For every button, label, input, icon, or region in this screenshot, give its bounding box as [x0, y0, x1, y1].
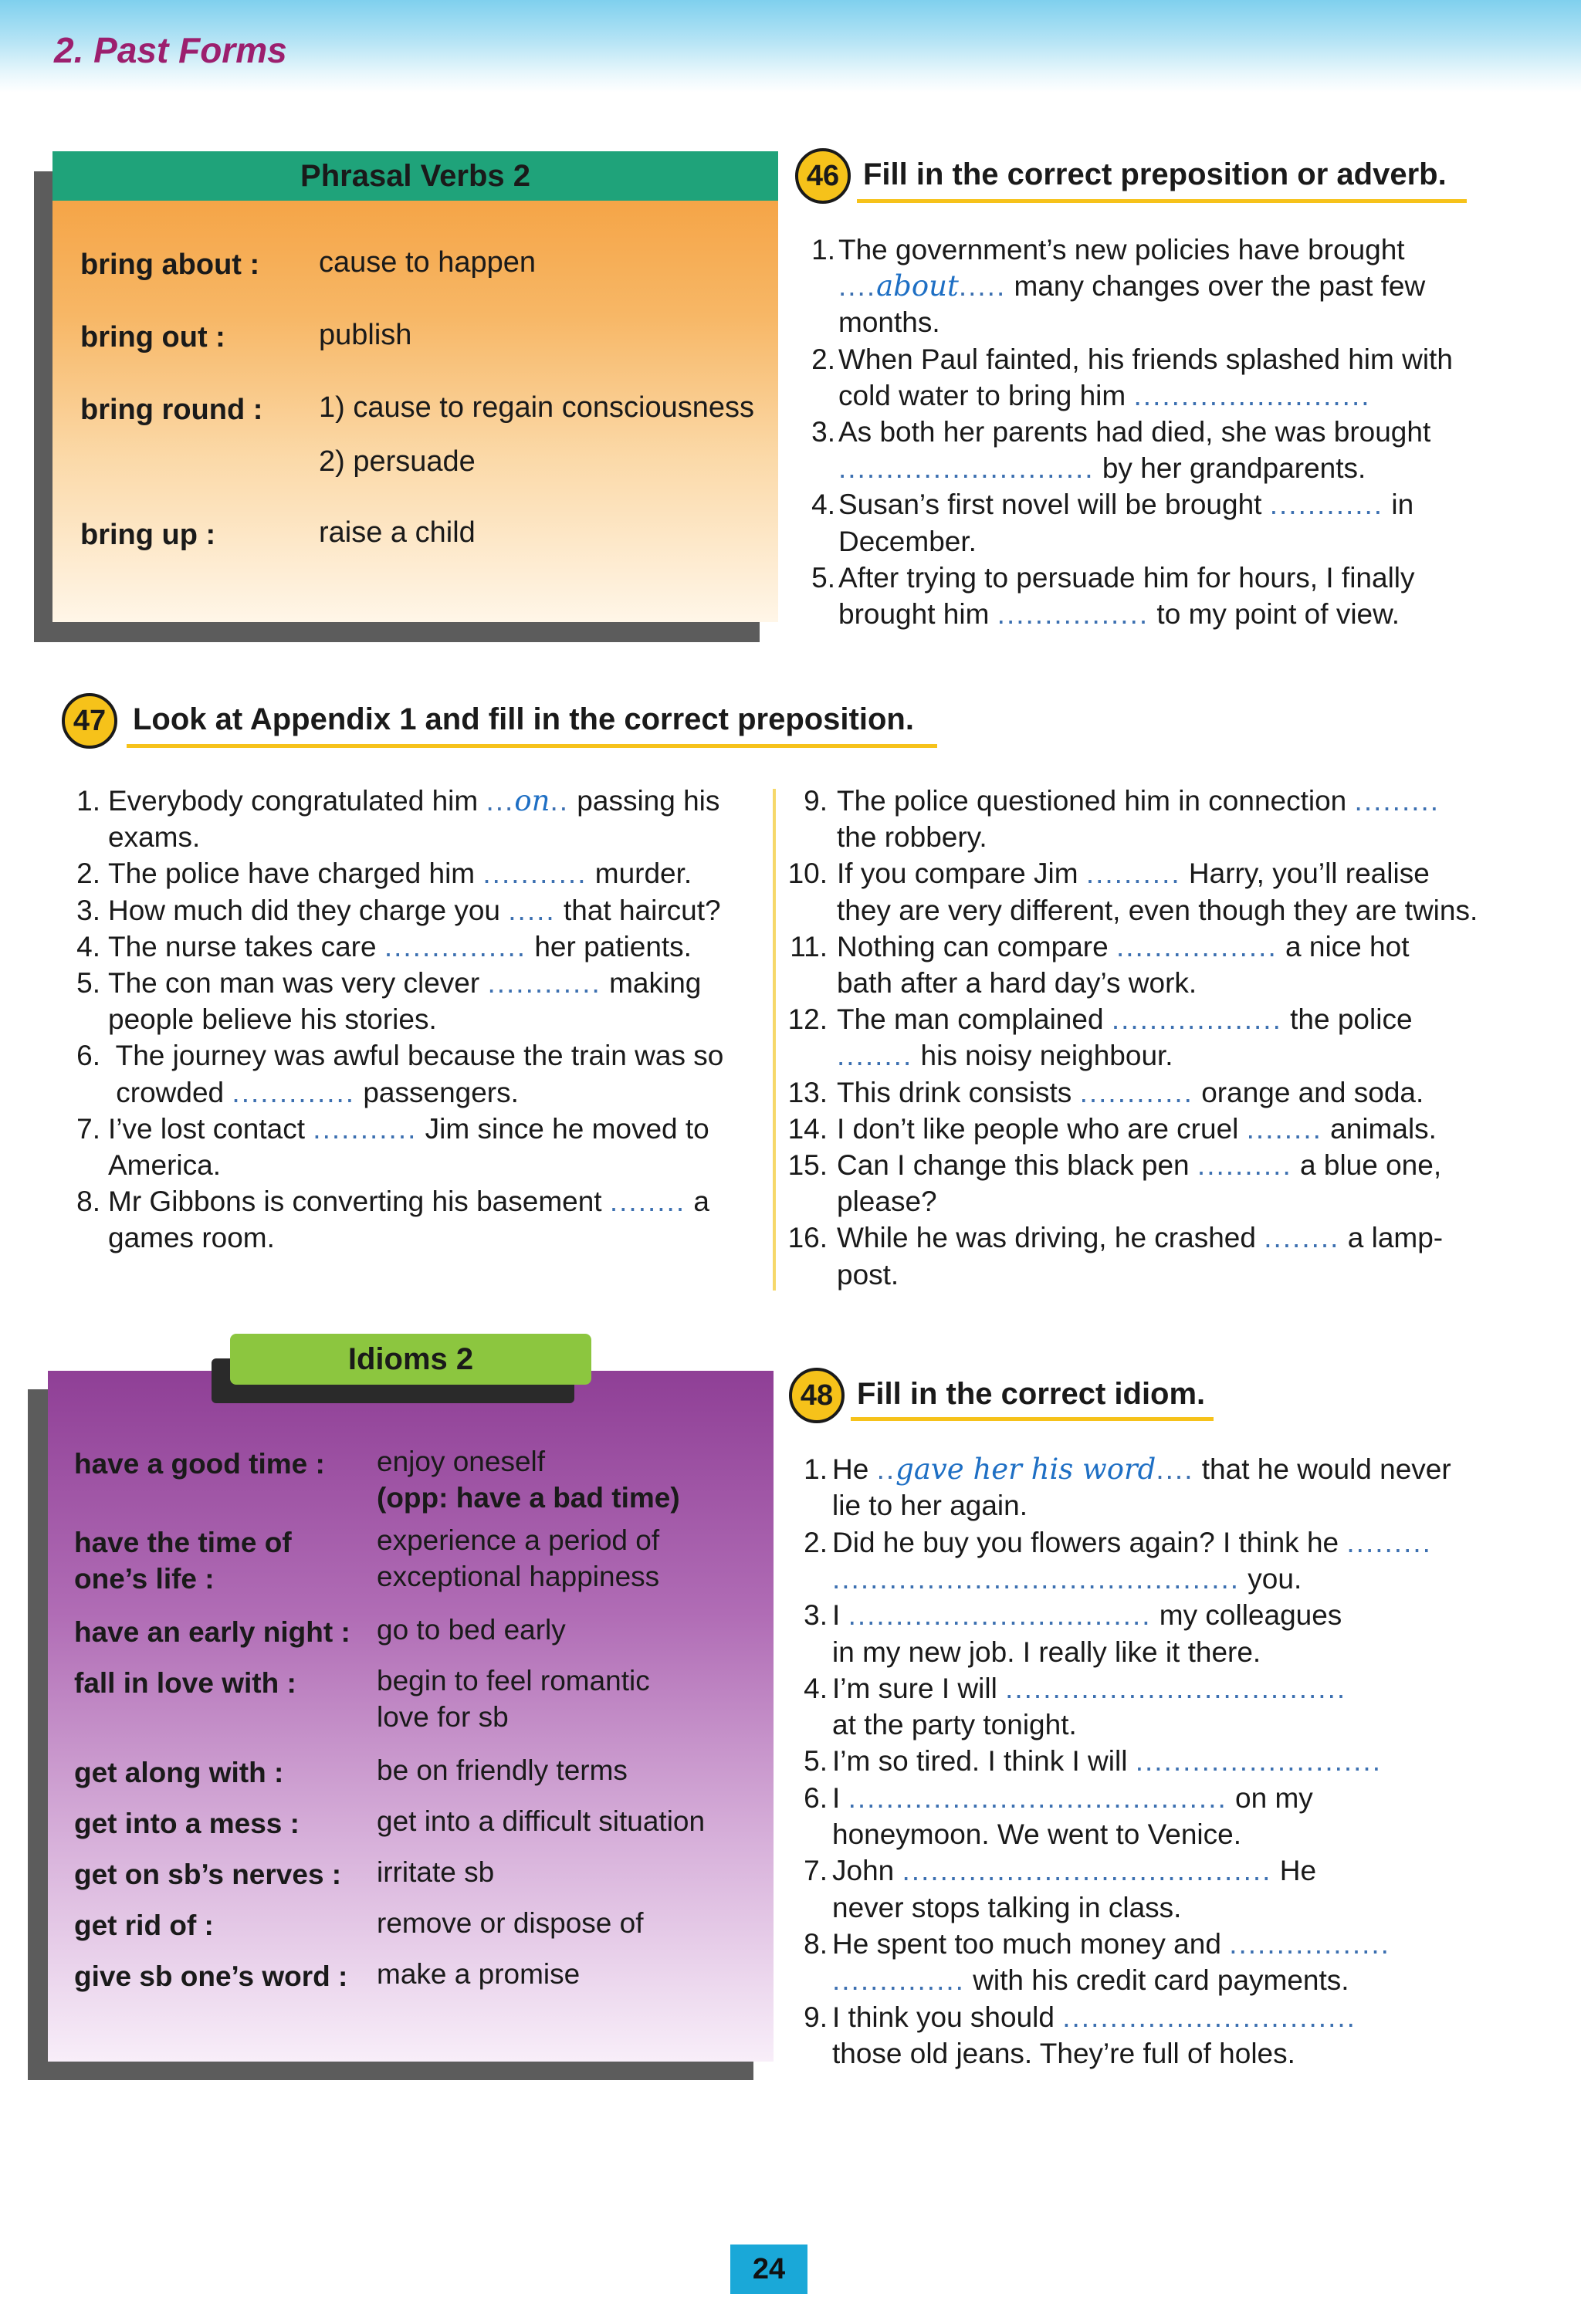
- answer-blank[interactable]: ........: [609, 1186, 686, 1218]
- sentence-text: that haircut?: [555, 894, 721, 926]
- item-text-line: [108, 1183, 709, 1220]
- item-text-line: [837, 965, 1197, 1001]
- pv-term: bring about :: [80, 249, 260, 281]
- item-text-line: [837, 929, 1409, 965]
- answer-blank[interactable]: .................: [1116, 930, 1278, 962]
- item-number: 10.: [787, 858, 828, 890]
- sentence-text: Did he buy you flowers again? I think he: [832, 1526, 1347, 1558]
- sentence-text: at the party tonight.: [832, 1709, 1077, 1741]
- answer-blank[interactable]: .........: [1346, 1526, 1432, 1558]
- sentence-text: my colleagues: [1151, 1599, 1342, 1632]
- phrasal-verbs-header: Phrasal Verbs 2: [52, 151, 778, 201]
- idiom-term: have an early night :: [74, 1616, 350, 1648]
- sentence-text: many changes over the past few: [1006, 270, 1426, 303]
- item-text-line: [837, 1111, 1437, 1147]
- idiom-term: get along with :: [74, 1757, 284, 1788]
- item-number: 8.: [76, 1186, 100, 1218]
- sentence-text: I’ve lost contact: [108, 1112, 313, 1145]
- title-underline: [851, 1417, 1214, 1421]
- sentence-text: with his credit card payments.: [964, 1964, 1349, 1997]
- exercise-title: Fill in the correct idiom.: [857, 1377, 1206, 1411]
- sentence-text: He: [832, 1453, 877, 1485]
- sentence-text: a blue one,: [1292, 1149, 1442, 1181]
- sentence-text: When Paul fainted, his friends splashed him with: [838, 343, 1453, 375]
- item-text-line: [838, 341, 1453, 377]
- sentence-text: post.: [837, 1258, 899, 1291]
- sentence-text: the robbery.: [837, 821, 987, 854]
- item-text-line: [837, 1183, 937, 1220]
- sentence-text: that he would never: [1193, 1453, 1451, 1485]
- item-text-line: [832, 1743, 1382, 1779]
- sentence-text: please?: [837, 1186, 937, 1218]
- item-text-line: [832, 1999, 1356, 2035]
- item-text-line: [108, 783, 719, 819]
- answer-blank[interactable]: ..........: [1197, 1149, 1292, 1181]
- answer-blank[interactable]: ..........................: [1135, 1745, 1382, 1778]
- item-number: 6.: [804, 1781, 828, 1814]
- answer-blank[interactable]: ...............: [384, 930, 527, 962]
- sentence-text: I don’t like people who are cruel: [837, 1112, 1247, 1145]
- sentence-text: After trying to persuade him for hours, I finally: [838, 561, 1415, 594]
- item-text-line: [837, 892, 1478, 929]
- item-text-line: [837, 1074, 1424, 1111]
- pv-term: bring out :: [80, 321, 225, 354]
- sentence-text: John: [832, 1855, 902, 1887]
- sentence-text: I think you should: [832, 2001, 1063, 2033]
- sentence-text: cold water to bring him: [838, 379, 1134, 411]
- sentence-text: exams.: [108, 821, 201, 854]
- sentence-text: brought him: [838, 598, 997, 630]
- sentence-text: never stops talking in class.: [832, 1891, 1182, 1923]
- answer-blank[interactable]: .........................: [1133, 379, 1371, 411]
- item-number: 6.: [76, 1040, 100, 1072]
- sentence-text: in: [1383, 489, 1414, 521]
- sentence-text: The police have charged him: [108, 858, 483, 890]
- sentence-text: I: [832, 1781, 848, 1814]
- item-text-line: [837, 1037, 1173, 1074]
- answer-blank[interactable]: ........: [837, 1040, 913, 1072]
- sentence-text: the police: [1281, 1003, 1413, 1036]
- item-number: 15.: [787, 1149, 828, 1181]
- answer-blank[interactable]: .........: [1354, 785, 1441, 817]
- sentence-text: The con man was very clever: [108, 967, 488, 999]
- item-text-line: [108, 1074, 519, 1111]
- sentence-text: a: [686, 1186, 709, 1218]
- sentence-text: games room.: [108, 1222, 275, 1254]
- item-number: 2.: [811, 343, 835, 375]
- item-text-line: [837, 783, 1440, 819]
- exercise-title: Fill in the correct preposition or adverb.: [863, 157, 1447, 191]
- sentence-text: Jim since he moved to: [417, 1112, 709, 1145]
- answer-blank[interactable]: ........: [1246, 1112, 1322, 1145]
- item-number: 14.: [787, 1112, 828, 1145]
- exercise-number-badge: 46: [795, 148, 851, 204]
- sentence-text: passing his: [569, 785, 720, 817]
- sentence-text: you.: [1240, 1562, 1302, 1595]
- answer-blank[interactable]: ....: [1156, 1453, 1194, 1485]
- answer-blank[interactable]: ............: [1269, 489, 1384, 521]
- item-text-line: [838, 523, 977, 560]
- answer-blank[interactable]: ....: [838, 270, 877, 303]
- sentence-text: December.: [838, 525, 977, 557]
- idiom-meaning: go to bed early: [377, 1614, 566, 1646]
- idiom-meaning: get into a difficult situation: [377, 1805, 706, 1837]
- sentence-text: Harry, you’ll realise: [1180, 858, 1430, 890]
- sentence-text: Susan’s first novel will be brought: [838, 489, 1270, 521]
- item-number: 2.: [804, 1526, 828, 1558]
- answer-blank[interactable]: ............: [487, 967, 601, 999]
- item-text-line: [832, 1561, 1302, 1597]
- item-text-line: [838, 232, 1405, 268]
- sentence-text: He spent too much money and: [832, 1927, 1230, 1960]
- item-text-line: [832, 1780, 1313, 1816]
- sentence-text: I’m sure I will: [832, 1672, 1006, 1704]
- item-text-line: [108, 1001, 437, 1037]
- item-text-line: [832, 1524, 1432, 1561]
- item-number: 12.: [787, 1003, 828, 1036]
- answer-blank[interactable]: .......................................: [902, 1855, 1272, 1887]
- sentence-text: This drink consists: [837, 1076, 1080, 1108]
- idioms-header: Idioms 2: [230, 1334, 591, 1385]
- item-text-line: [108, 1111, 709, 1147]
- item-text-line: [838, 450, 1366, 486]
- item-number: 2.: [76, 858, 100, 890]
- sentence-text: Everybody congratulated him: [108, 785, 486, 817]
- answer-blank[interactable]: ................................: [848, 1599, 1152, 1632]
- item-text-line: [838, 268, 1425, 304]
- sentence-text: As both her parents had died, she was brought: [838, 416, 1431, 448]
- item-number: 1.: [76, 785, 100, 817]
- item-number: 16.: [787, 1222, 828, 1254]
- sentence-text: The police questioned him in connection: [837, 785, 1355, 817]
- idiom-term: get rid of :: [74, 1910, 214, 1941]
- idiom-meaning: remove or dispose of: [377, 1907, 644, 1939]
- sentence-text: I: [832, 1599, 848, 1632]
- example-answer: about: [876, 269, 959, 303]
- pv-meaning: 2) persuade: [319, 445, 476, 478]
- item-text-line: [837, 819, 987, 855]
- sentence-text: by her grandparents.: [1094, 452, 1366, 485]
- sentence-text: passengers.: [355, 1076, 519, 1108]
- answer-blank[interactable]: ........: [1264, 1222, 1340, 1254]
- exercise-number-badge: 48: [789, 1368, 845, 1423]
- sentence-text: I’m so tired. I think I will: [832, 1745, 1136, 1778]
- answer-blank[interactable]: ...........................: [838, 452, 1095, 485]
- idiom-term: have the time of: [74, 1527, 292, 1558]
- sentence-text: a nice hot: [1277, 930, 1410, 962]
- idiom-term: get into a mess :: [74, 1808, 300, 1839]
- answer-blank[interactable]: ....................................: [1005, 1672, 1347, 1704]
- item-number: 9.: [804, 785, 828, 817]
- answer-blank[interactable]: ...........: [313, 1112, 418, 1145]
- idiom-meaning: irritate sb: [377, 1856, 495, 1888]
- answer-blank[interactable]: ...: [486, 785, 515, 817]
- unit-title: 2. Past Forms: [54, 30, 287, 70]
- answer-blank[interactable]: ........................................: [848, 1781, 1227, 1814]
- item-text-line: [108, 892, 721, 929]
- sentence-text: a lamp-: [1339, 1222, 1444, 1254]
- sentence-text: Mr Gibbons is converting his basement: [108, 1186, 610, 1218]
- pv-meaning: publish: [319, 319, 412, 351]
- idiom-term: fall in love with :: [74, 1667, 296, 1699]
- item-text-line: [832, 1707, 1077, 1743]
- item-text-line: [838, 414, 1430, 450]
- item-text-line: [838, 596, 1400, 632]
- idiom-meaning: enjoy oneself: [377, 1446, 546, 1477]
- item-number: 4.: [811, 489, 835, 521]
- item-number: 3.: [76, 894, 100, 926]
- example-answer: on: [514, 784, 550, 817]
- pv-meaning: cause to happen: [319, 246, 537, 279]
- item-text-line: [108, 1147, 221, 1183]
- idiom-opposite: (opp: have a bad time): [377, 1482, 680, 1514]
- answer-blank[interactable]: ...............................: [1062, 2001, 1356, 2033]
- idiom-term: get on sb’s nerves :: [74, 1859, 342, 1890]
- item-number: 5.: [804, 1745, 828, 1778]
- answer-blank[interactable]: ..: [876, 1453, 896, 1485]
- answer-blank[interactable]: ...........................................: [832, 1562, 1241, 1595]
- item-number: 1.: [811, 234, 835, 266]
- column-divider: [773, 789, 776, 1291]
- idiom-term: give sb one’s word :: [74, 1960, 348, 1992]
- page-number: 24: [730, 2245, 807, 2294]
- sentence-text: If you compare Jim: [837, 858, 1086, 890]
- pv-term: bring up :: [80, 519, 216, 551]
- item-number: 4.: [76, 930, 100, 962]
- item-text-line: [832, 1816, 1241, 1852]
- answer-blank[interactable]: ................: [997, 598, 1149, 630]
- item-number: 7.: [804, 1855, 828, 1887]
- item-text-line: [837, 855, 1430, 891]
- sentence-text: her patients.: [526, 930, 692, 962]
- sentence-text: animals.: [1322, 1112, 1437, 1145]
- item-text-line: [832, 1597, 1342, 1633]
- idiom-meaning: be on friendly terms: [377, 1754, 628, 1786]
- exercise-title: Look at Appendix 1 and fill in the correct preposition.: [133, 702, 914, 736]
- item-text-line: [832, 1962, 1349, 1998]
- item-text-line: [832, 1926, 1390, 1962]
- idiom-meaning: love for sb: [377, 1701, 509, 1733]
- sentence-text: America.: [108, 1149, 221, 1181]
- sentence-text: people believe his stories.: [108, 1003, 437, 1036]
- sentence-text: honeymoon. We went to Venice.: [832, 1818, 1241, 1850]
- answer-blank[interactable]: .....: [508, 894, 556, 926]
- pv-meaning: 1) cause to regain consciousness: [319, 391, 754, 424]
- idiom-meaning: begin to feel romantic: [377, 1665, 650, 1696]
- item-number: 11.: [790, 930, 828, 962]
- sentence-text: How much did they charge you: [108, 894, 509, 926]
- item-text-line: [108, 819, 200, 855]
- idiom-term: one’s life :: [74, 1563, 215, 1595]
- item-text-line: [837, 1257, 899, 1293]
- sentence-text: his noisy neighbour.: [912, 1040, 1173, 1072]
- phrasal-verbs-box: [52, 151, 778, 622]
- sentence-text: to my point of view.: [1149, 598, 1400, 630]
- item-text-line: [108, 1037, 723, 1074]
- sentence-text: He: [1271, 1855, 1317, 1887]
- sentence-text: months.: [838, 306, 940, 339]
- pv-meaning: raise a child: [319, 516, 476, 549]
- item-number: 7.: [76, 1112, 100, 1145]
- answer-blank[interactable]: .................: [1229, 1927, 1390, 1960]
- sentence-text: crowded: [108, 1076, 232, 1108]
- item-number: 5.: [811, 561, 835, 594]
- item-number: 3.: [811, 416, 835, 448]
- sentence-text: those old jeans. They’re full of holes.: [832, 2037, 1295, 2069]
- item-number: 8.: [804, 1927, 828, 1960]
- idiom-meaning: make a promise: [377, 1958, 581, 1990]
- sentence-text: orange and soda.: [1193, 1076, 1424, 1108]
- item-text-line: [108, 1220, 275, 1256]
- answer-blank[interactable]: .....: [958, 270, 1007, 303]
- answer-blank[interactable]: .............: [232, 1076, 356, 1108]
- idioms-box: [48, 1371, 774, 2062]
- answer-blank[interactable]: ...........: [482, 858, 587, 890]
- answer-blank[interactable]: ............: [1079, 1076, 1193, 1108]
- pv-term: bring round :: [80, 394, 263, 426]
- item-number: 1.: [804, 1453, 828, 1485]
- answer-blank[interactable]: ..........: [1085, 858, 1181, 890]
- sentence-text: The nurse takes care: [108, 930, 384, 962]
- item-text-line: [832, 1670, 1346, 1707]
- item-text-line: [837, 1220, 1443, 1256]
- sentence-text: While he was driving, he crashed: [837, 1222, 1264, 1254]
- example-answer: gave her his word: [895, 1453, 1156, 1486]
- item-text-line: [838, 304, 940, 340]
- title-underline: [127, 744, 937, 748]
- item-text-line: [108, 965, 701, 1001]
- item-text-line: [108, 855, 692, 891]
- item-text-line: [837, 1147, 1441, 1183]
- sentence-text: making: [601, 967, 702, 999]
- idiom-meaning: exceptional happiness: [377, 1561, 660, 1592]
- sentence-text: The government’s new policies have brought: [838, 234, 1405, 266]
- item-text-line: [832, 1889, 1181, 1926]
- item-text-line: [838, 486, 1413, 523]
- sentence-text: in my new job. I really like it there.: [832, 1636, 1261, 1668]
- item-text-line: [832, 1487, 1027, 1524]
- item-number: 5.: [76, 967, 100, 999]
- idiom-meaning: experience a period of: [377, 1524, 660, 1556]
- item-number: 13.: [787, 1076, 828, 1108]
- item-text-line: [837, 1001, 1413, 1037]
- item-text-line: [832, 2035, 1295, 2072]
- title-underline: [857, 199, 1467, 203]
- item-text-line: [108, 929, 692, 965]
- item-number: 4.: [804, 1672, 828, 1704]
- sentence-text: Nothing can compare: [837, 930, 1116, 962]
- sentence-text: on my: [1227, 1781, 1313, 1814]
- sentence-text: The journey was awful because the train was so: [108, 1040, 724, 1072]
- item-text-line: [838, 377, 1371, 414]
- sentence-text: lie to her again.: [832, 1490, 1028, 1522]
- item-number: 9.: [804, 2001, 828, 2033]
- sentence-text: murder.: [587, 858, 692, 890]
- exercise-number-badge: 47: [62, 693, 117, 749]
- idiom-term: have a good time :: [74, 1448, 325, 1480]
- item-number: 3.: [804, 1599, 828, 1632]
- item-text-line: [838, 560, 1415, 596]
- item-text-line: [832, 1451, 1451, 1487]
- item-text-line: [832, 1634, 1261, 1670]
- sentence-text: bath after a hard day’s work.: [837, 967, 1197, 999]
- sentence-text: they are very different, even though they are twins.: [837, 894, 1478, 926]
- answer-blank[interactable]: ..............: [832, 1964, 965, 1997]
- sentence-text: The man complained: [837, 1003, 1112, 1036]
- item-text-line: [832, 1852, 1316, 1889]
- answer-blank[interactable]: ..: [550, 785, 570, 817]
- answer-blank[interactable]: ..................: [1111, 1003, 1282, 1036]
- sentence-text: Can I change this black pen: [837, 1149, 1197, 1181]
